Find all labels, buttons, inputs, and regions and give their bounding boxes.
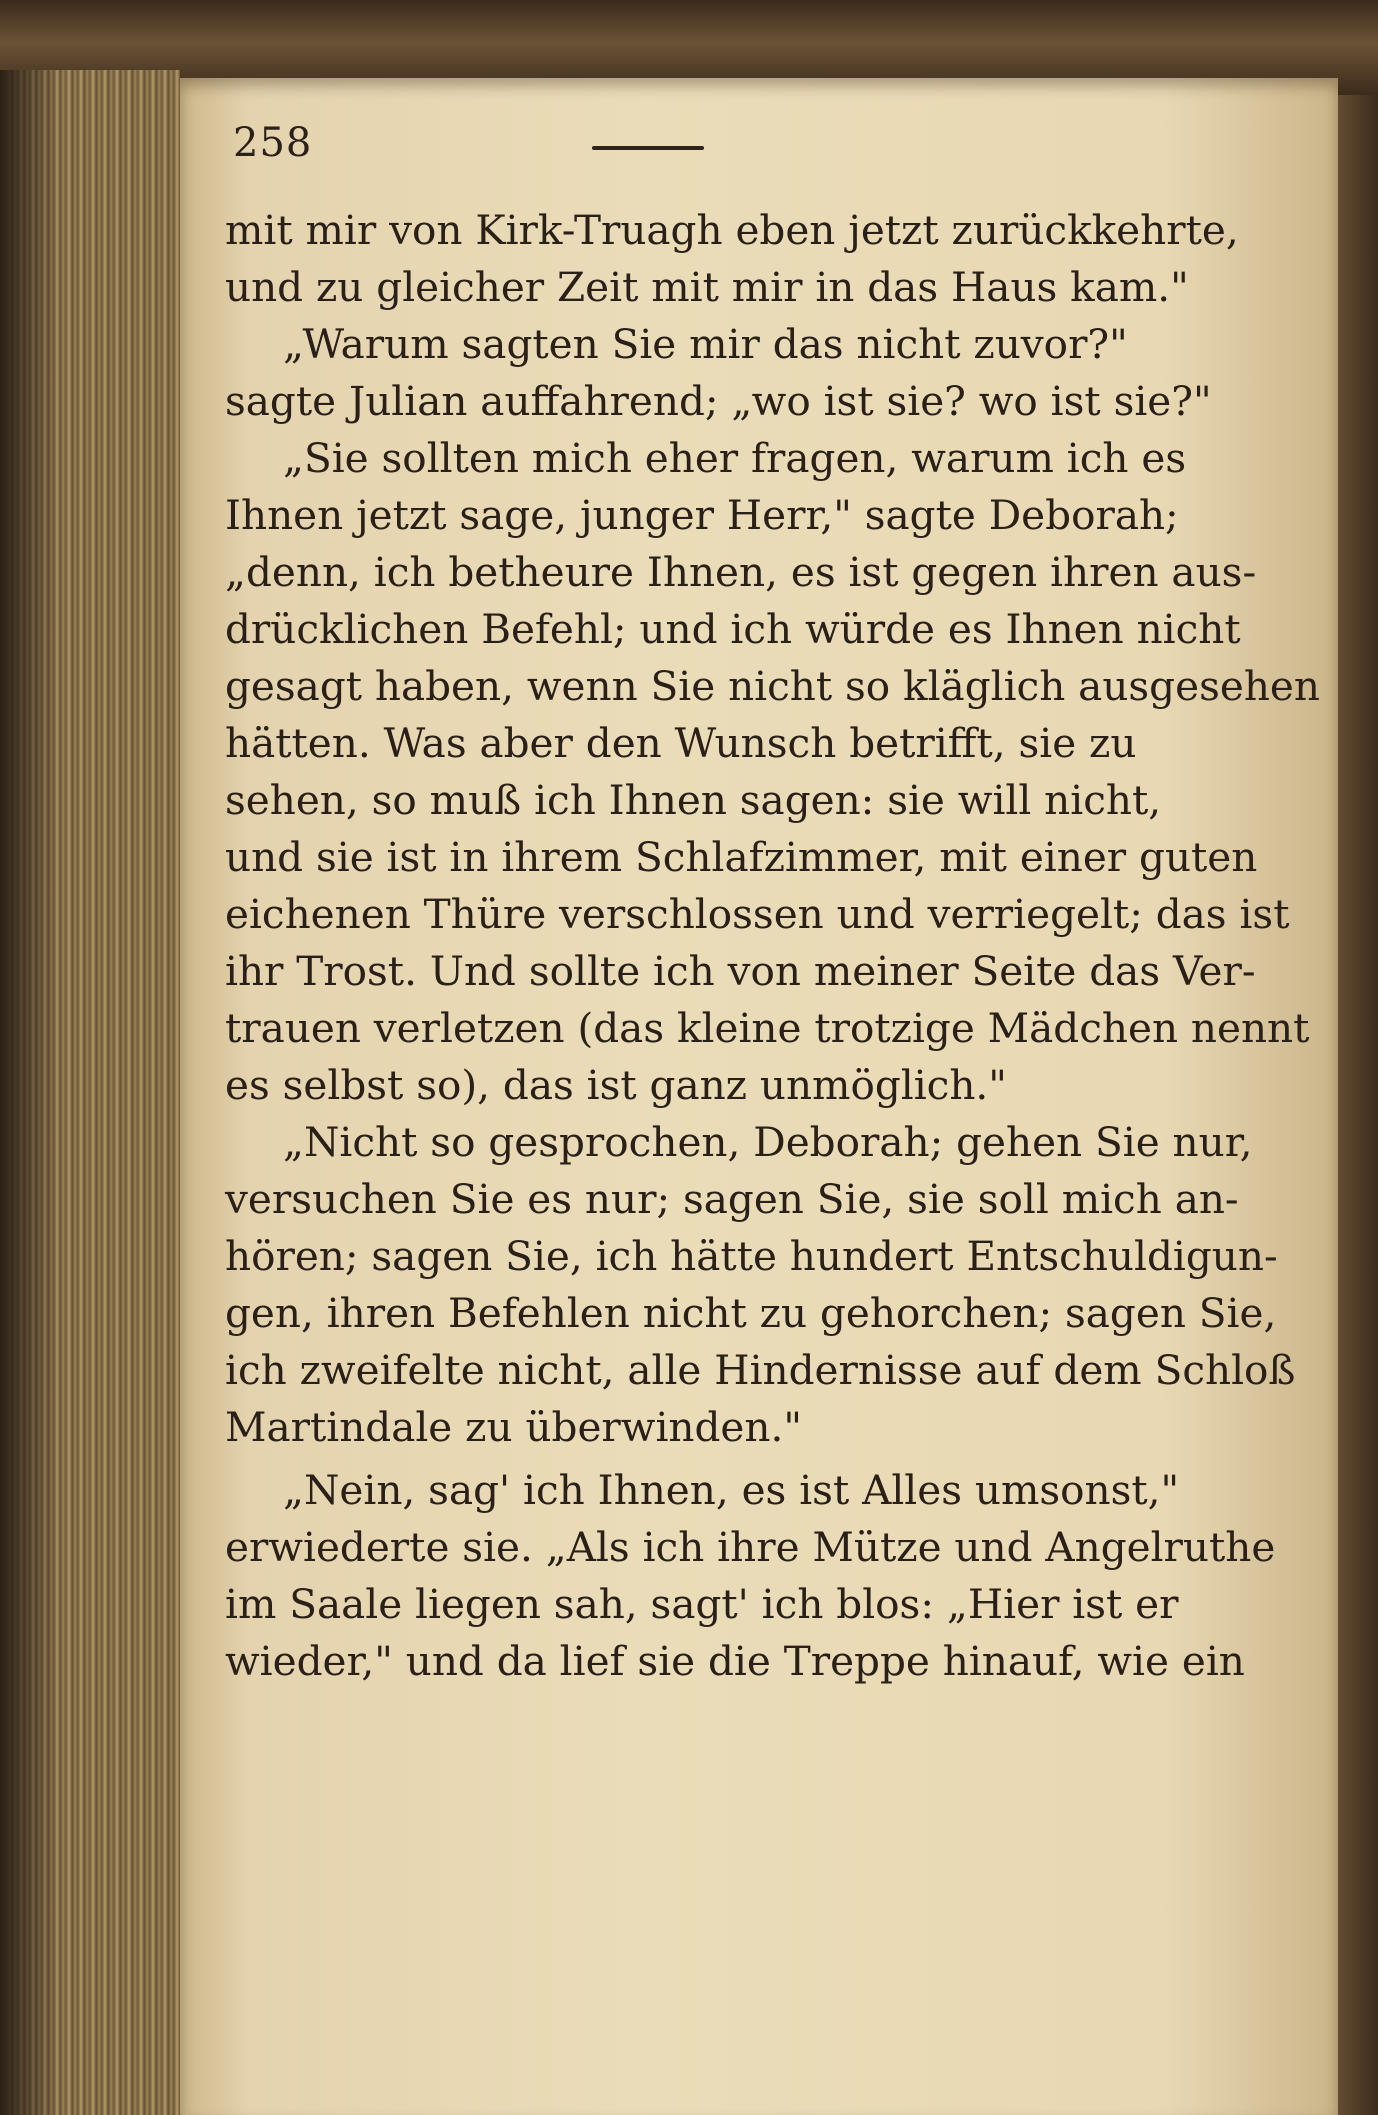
text-line: mit mir von Kirk-Truagh eben jetzt zurückkehrte, — [225, 206, 1239, 254]
header-rule — [592, 146, 704, 150]
text-line: trauen verletzen (das kleine trotzige Mädchen nennt — [225, 1004, 1310, 1052]
text-line: es selbst so), das ist ganz unmöglich." — [225, 1061, 1007, 1109]
text-line: Ihnen jetzt sage, junger Herr," sagte Deborah; — [225, 491, 1179, 539]
text-line: und sie ist in ihrem Schlafzimmer, mit einer guten — [225, 833, 1258, 881]
text-line: und zu gleicher Zeit mit mir in das Haus kam." — [225, 263, 1189, 311]
page-stack-shadow — [0, 70, 60, 2115]
text-line: „Nein, sag' ich Ihnen, es ist Alles umsonst," — [283, 1466, 1180, 1514]
text-line: gesagt haben, wenn Sie nicht so kläglich ausgesehen — [225, 662, 1320, 710]
text-line: „Nicht so gesprochen, Deborah; gehen Sie nur, — [283, 1118, 1253, 1166]
text-line: ihr Trost. Und sollte ich von meiner Seite das Ver- — [225, 947, 1256, 995]
text-line: wieder," und da lief sie die Treppe hinauf, wie ein — [225, 1637, 1245, 1685]
text-line: im Saale liegen sah, sagt' ich blos: „Hier ist er — [225, 1580, 1179, 1628]
text-line: eichenen Thüre verschlossen und verriegelt; das ist — [225, 890, 1290, 938]
text-line: „Sie sollten mich eher fragen, warum ich es — [283, 434, 1187, 482]
text-line: Martindale zu überwinden." — [225, 1403, 802, 1451]
text-line: „Warum sagten Sie mir das nicht zuvor?" — [283, 320, 1128, 368]
text-line: versuchen Sie es nur; sagen Sie, sie soll mich an- — [225, 1175, 1239, 1223]
text-line: drücklichen Befehl; und ich würde es Ihnen nicht — [225, 605, 1241, 653]
text-line: sehen, so muß ich Ihnen sagen: sie will nicht, — [225, 776, 1162, 824]
text-line: gen, ihren Befehlen nicht zu gehorchen; sagen Sie, — [225, 1289, 1277, 1337]
text-line: sagte Julian auffahrend; „wo ist sie? wo ist sie?" — [225, 377, 1212, 425]
text-line: ich zweifelte nicht, alle Hindernisse auf dem Schloß — [225, 1346, 1296, 1394]
text-line: hören; sagen Sie, ich hätte hundert Entschuldigun- — [225, 1232, 1278, 1280]
page-number: 258 — [233, 120, 313, 166]
text-line: erwiederte sie. „Als ich ihre Mütze und Angelruthe — [225, 1523, 1276, 1571]
text-line: hätten. Was aber den Wunsch betrifft, sie zu — [225, 719, 1137, 767]
text-line: „denn, ich betheure Ihnen, es ist gegen ihren aus- — [225, 548, 1257, 596]
